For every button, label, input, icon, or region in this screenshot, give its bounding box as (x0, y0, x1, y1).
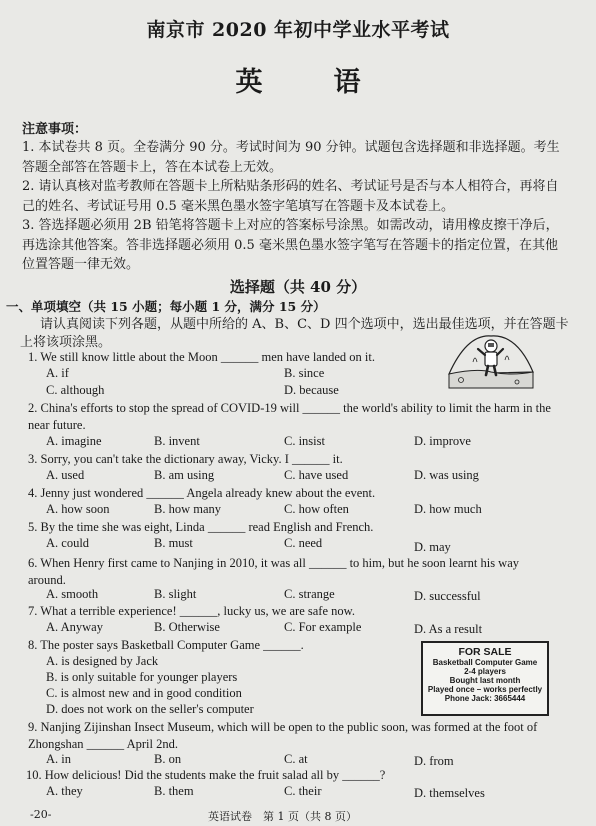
option-6d[interactable]: D. successful (414, 589, 481, 603)
exam-title: 南京市 2020 年初中学业水平考试 (146, 19, 450, 41)
question-6: 6. When Henry first came to Nanjing in 2010, it was all ______ to him, but he soon learnt his way around. (28, 556, 520, 587)
option-10d[interactable]: D. themselves (414, 786, 485, 800)
part-title: 一、单项填空（共 15 小题；每小题 1 分，满分 15 分） (6, 299, 326, 314)
question-1: 1. We still know little about the Moon ______ men have landed on it. (28, 350, 375, 364)
notice-item-1: 1. 本试卷共 8 页。全卷满分 90 分。考试时间为 90 分钟。试题包含选择题和非选择题。考生答题全部答在答题卡上，答在本试卷上无效。 (22, 140, 560, 175)
question-3: 3. Sorry, you can't take the dictionary away, Vicky. I ______ it. (28, 452, 343, 466)
option-9c[interactable]: C. at (284, 752, 308, 766)
option-9d[interactable]: D. from (414, 754, 454, 768)
option-4a[interactable]: A. how soon (46, 502, 110, 516)
option-6c[interactable]: C. strange (284, 587, 335, 601)
question-5: 5. By the time she was eight, Linda ______ read English and French. (28, 520, 374, 534)
option-3c[interactable]: C. have used (284, 468, 349, 482)
page-mark: -20- (30, 808, 52, 821)
option-3d[interactable]: D. was using (414, 468, 479, 482)
poster-heading: FOR SALE (458, 646, 512, 658)
page-info: 英语试卷 第 1 页（共 8 页） (208, 810, 357, 823)
subject-title: 英 语 (235, 67, 383, 98)
option-7d[interactable]: D. As a result (414, 622, 483, 636)
option-10a[interactable]: A. they (46, 784, 83, 798)
option-5a[interactable]: A. could (46, 536, 90, 550)
option-9a[interactable]: A. in (46, 752, 71, 766)
option-10b[interactable]: B. them (154, 784, 194, 798)
option-4d[interactable]: D. how much (414, 502, 482, 516)
poster-line-3: Bought last month (449, 676, 521, 685)
notice-title: 注意事项： (22, 122, 88, 137)
option-8a[interactable]: A. is designed by Jack (46, 654, 159, 668)
option-10c[interactable]: C. their (284, 784, 322, 798)
option-5b[interactable]: B. must (154, 536, 193, 550)
option-6b[interactable]: B. slight (154, 587, 197, 601)
option-1c[interactable]: C. although (46, 383, 105, 397)
poster-line-1: Basketball Computer Game (432, 658, 538, 667)
option-8c[interactable]: C. is almost new and in good condition (46, 686, 242, 700)
option-7b[interactable]: B. Otherwise (154, 620, 220, 634)
poster-line-4: Played once – works perfectly (427, 685, 543, 694)
option-3a[interactable]: A. used (46, 468, 85, 482)
option-3b[interactable]: B. am using (154, 468, 215, 482)
section-title: 选择题（共 40 分） (229, 278, 367, 296)
question-2: 2. China's efforts to stop the spread of COVID-19 will ______ the world's ability to limit the harm in the near future. (28, 401, 551, 432)
option-2d[interactable]: D. improve (414, 434, 471, 448)
question-10: 10. How delicious! Did the students make the fruit salad all by ______? (26, 768, 386, 782)
option-6a[interactable]: A. smooth (46, 587, 99, 601)
option-4c[interactable]: C. how often (284, 502, 349, 516)
poster-line-5: Phone Jack: 3665444 (444, 694, 526, 703)
option-1d[interactable]: D. because (284, 383, 339, 397)
option-7c[interactable]: C. For example (284, 620, 362, 634)
notice-item-2: 2. 请认真核对监考教师在答题卡上所粘贴条形码的姓名、考试证号是否与本人相符合，再将自己的姓名、考试证号用 0.5 毫米黑色墨水签字笔填写在答题卡及本试卷上。 (22, 179, 559, 214)
option-2c[interactable]: C. insist (284, 434, 325, 448)
option-2a[interactable]: A. imagine (46, 434, 102, 448)
option-1b[interactable]: B. since (284, 366, 325, 380)
option-4b[interactable]: B. how many (154, 502, 222, 516)
for-sale-poster (421, 641, 549, 716)
question-8: 8. The poster says Basketball Computer Game ______. (28, 638, 304, 652)
option-5d[interactable]: D. may (414, 540, 451, 554)
option-2b[interactable]: B. invent (154, 434, 200, 448)
question-7: 7. What a terrible experience! ______, lucky us, we are safe now. (28, 604, 355, 618)
question-9: 9. Nanjing Zijinshan Insect Museum, which will be open to the public soon, was formed at the foot of Zhongshan ______ April 2nd. (28, 720, 538, 751)
option-9b[interactable]: B. on (154, 752, 182, 766)
option-5c[interactable]: C. need (284, 536, 323, 550)
part-instruction: 请认真阅读下列各题，从题中所给的 A、B、C、D 四个选项中，选出最佳选项，并在答题卡上将该项涂黑。 (20, 317, 569, 350)
poster-line-2: 2-4 players (464, 667, 506, 676)
option-8b[interactable]: B. is only suitable for younger players (46, 670, 238, 684)
option-1a[interactable]: A. if (46, 366, 69, 380)
question-4: 4. Jenny just wondered ______ Angela already knew about the event. (28, 486, 376, 500)
option-8d[interactable]: D. does not work on the seller's computer (46, 702, 254, 716)
notice-item-3: 3. 答选择题必须用 2B 铅笔将答题卡上对应的答案标号涂黑。如需改动，请用橡皮擦干净后，再选涂其他答案。答非选择题必须用 0.5 毫米黑色墨水签字笔写在答题卡的指定位置，在其他位置答题一律无效。 (22, 218, 559, 272)
option-7a[interactable]: A. Anyway (46, 620, 103, 634)
